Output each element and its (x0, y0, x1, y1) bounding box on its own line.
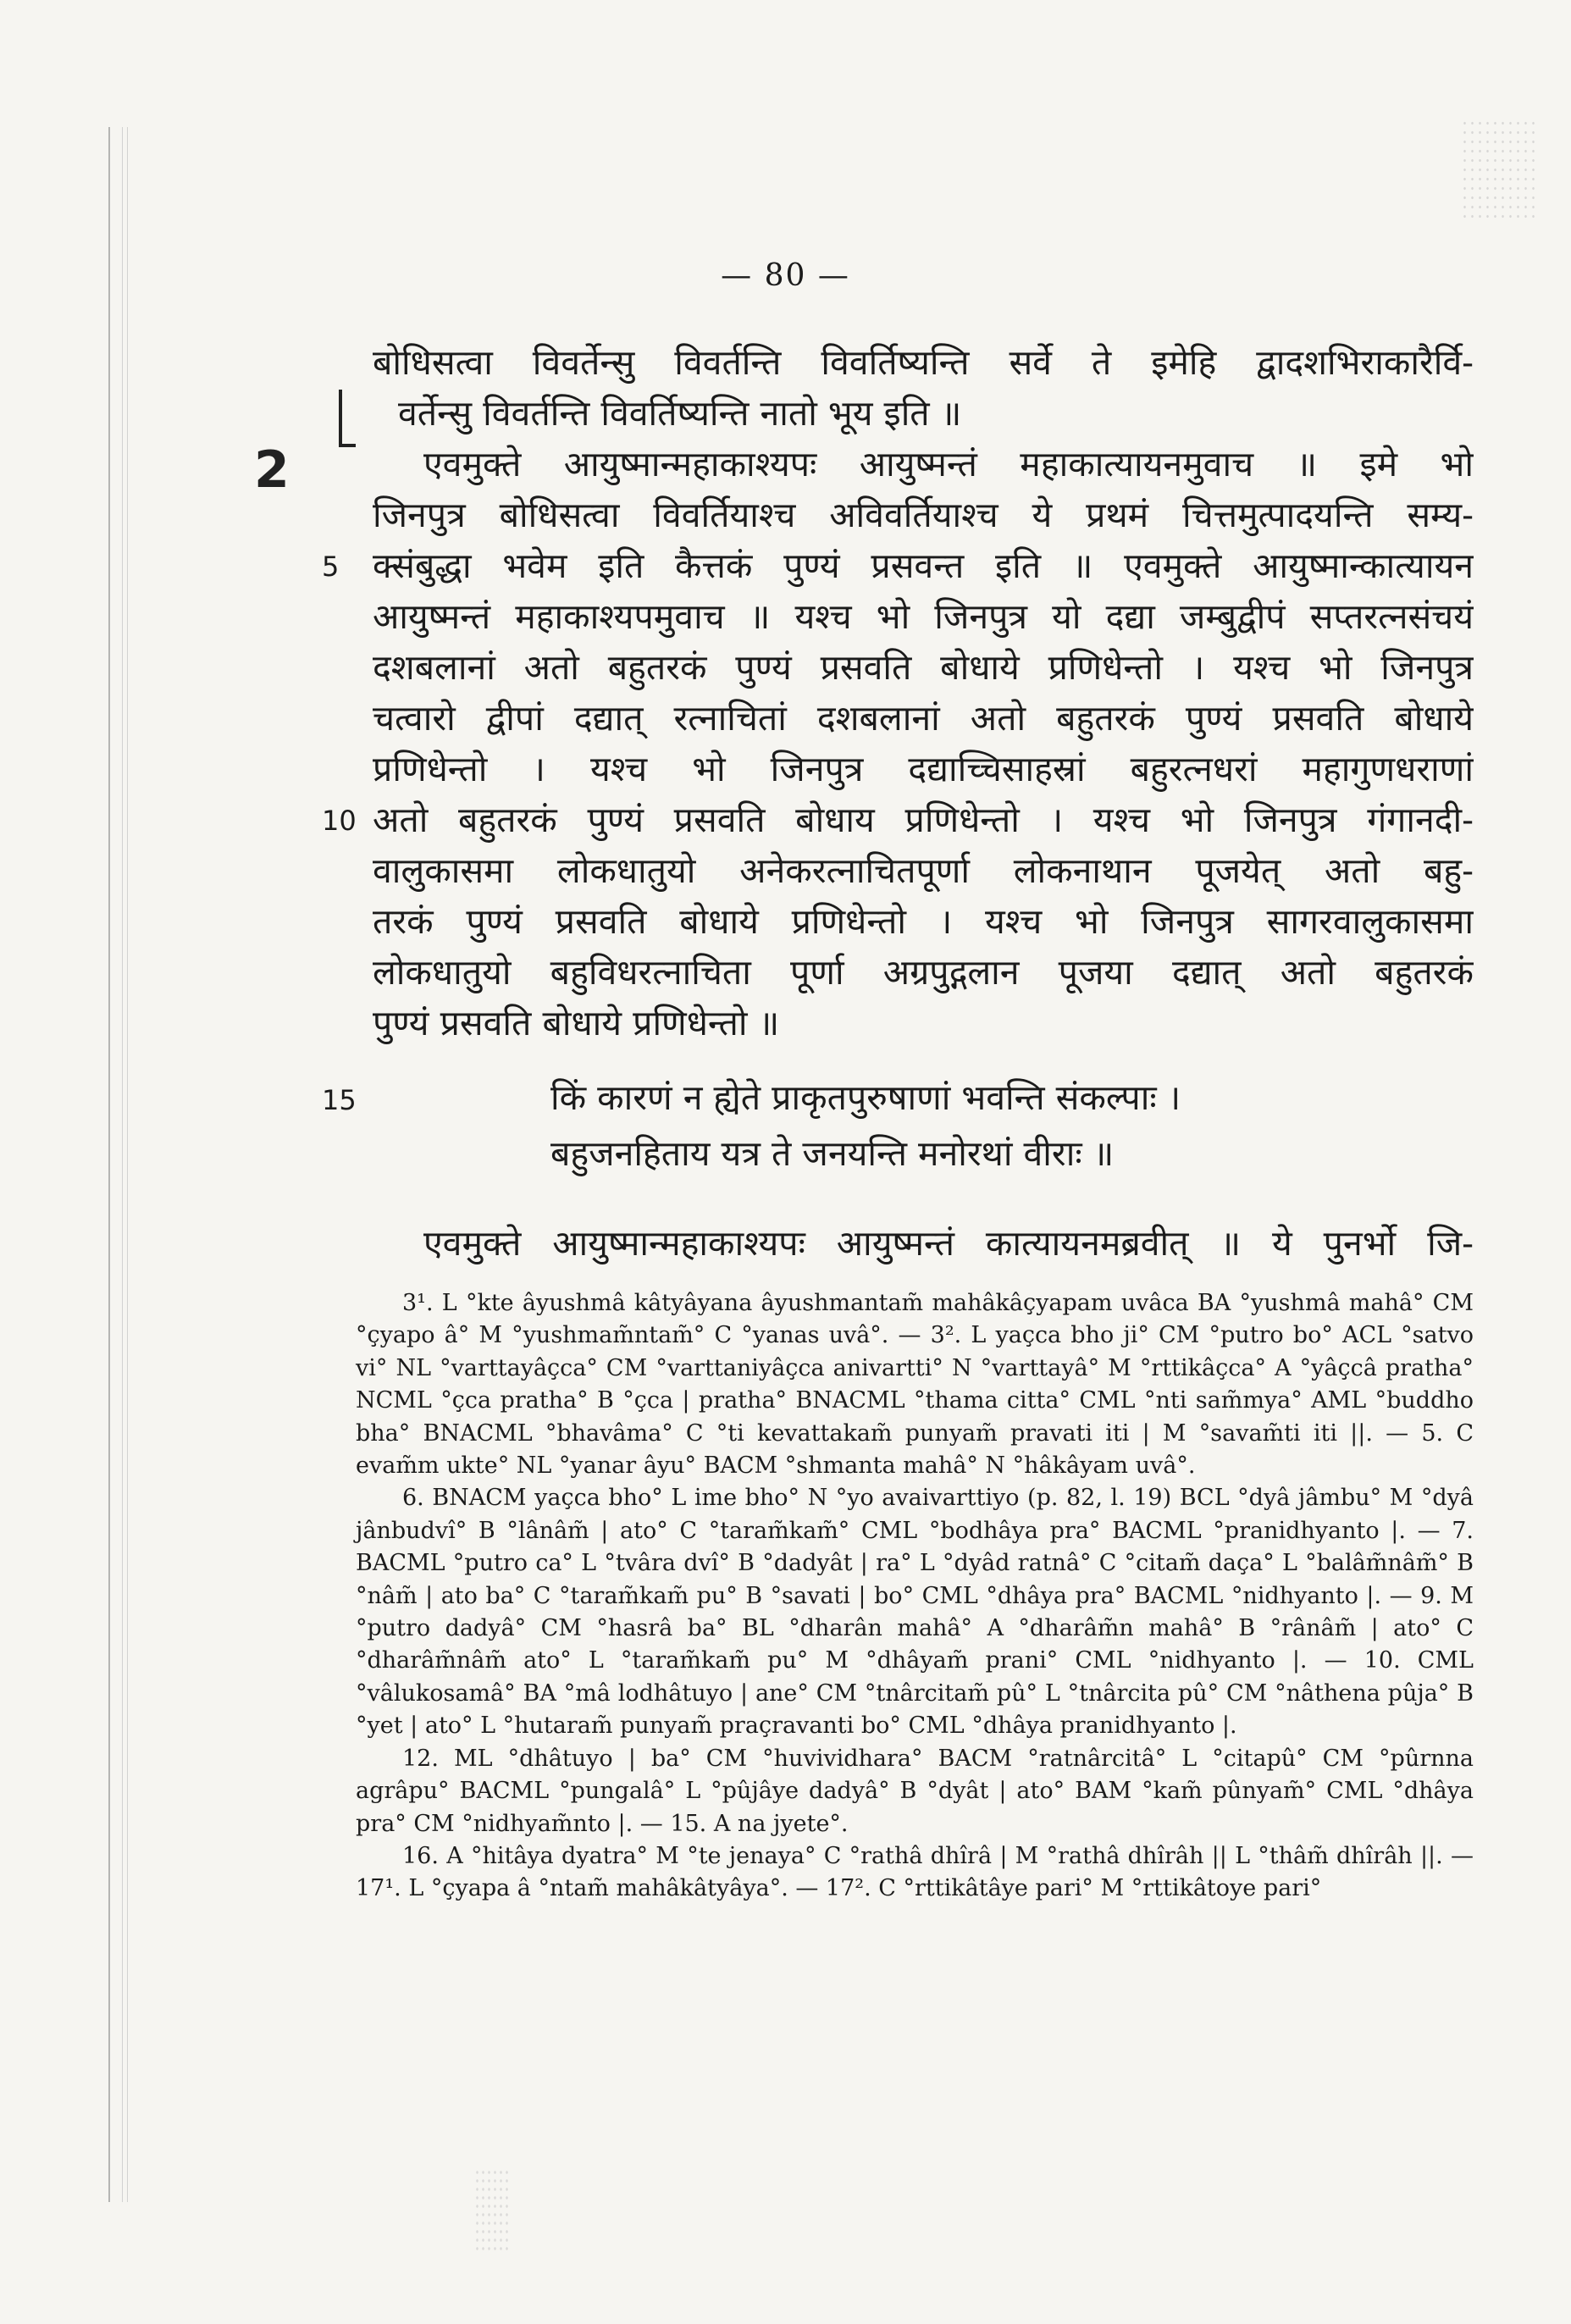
verse-line-1: किं कारणं न ह्येते प्राकृतपुरुषाणां भवन्ति संकल्पाः । (550, 1077, 1181, 1118)
note-paragraph: 3¹. L °kte âyushmâ kâtyâyana âyushmantam̃ mahâkâçyapam uvâca BA °yushmâ mahâ° CM °çyapo â° M °yushmam̃ntam̃° C °yanas uvâ°. — 3². L yaçca bho ji° CM °putro bo° ACL °satvo vi° NL °varttayâçca° CM °varttaniyâçca anivartti° N °varttayâ° M °rttikâçca° A °yâçcâ pratha° NCML °çca pratha° B °çca | pratha° BNACML °thama citta° CML °nti sam̃mya° AML °buddho bha° BNACML °bhavâma° C °ti kevattakam̃ punyam̃ pravati iti | M °savam̃ti iti ||. — 5. C evam̃m ukte° NL °yanar âyu° BACM °shmanta mahâ° N °hâkâyam uvâ°. (356, 1290, 1474, 1480)
line-number-15: 15 (322, 1084, 357, 1116)
text-line: एवमुक्ते आयुष्मान्महाकाश्यपः आयुष्मन्तं महाकात्यायनमुवाच ॥ इमे भो (423, 444, 1474, 484)
text-line: जिनपुत्र बोधिसत्वा विवर्तियाश्च अविवर्तियाश्च ये प्रथमं चित्तमुत्पादयन्ति सम्य- (373, 495, 1474, 535)
critical-apparatus (356, 1287, 1474, 1906)
text-line: बोधिसत्वा विवर्तेन्सु विवर्तन्ति विवर्तिष्यन्ति सर्वे ते इमेहि द्वादशभिराकारैर्वि- (373, 342, 1474, 383)
binding-shadow (127, 127, 128, 2202)
text-line: अतो बहुतरकं पुण्यं प्रसवति बोधाय प्रणिधेन्तो । यश्च भो जिनपुत्र गंगानदी- (373, 800, 1474, 840)
margin-bracket (339, 390, 356, 447)
verse-line-2: बहुजनहिताय यत्र ते जनयन्ति मनोरथां वीराः ॥ (550, 1133, 1115, 1174)
text-line: वर्तेन्सु विवर्तन्ति विवर्तिष्यन्ति नातो भूय इति ॥ (398, 393, 962, 434)
binding-edge (108, 127, 123, 2202)
text-line: प्रणिधेन्तो । यश्च भो जिनपुत्र दद्याच्चिसाहस्रां बहुरत्नधरां महागुणधराणां (373, 749, 1474, 789)
line-number-5: 5 (322, 551, 340, 583)
line-number-10: 10 (322, 805, 357, 837)
text-line: क्संबुद्धा भवेम इति कैत्तकं पुण्यं प्रसवन्त इति ॥ एवमुक्ते आयुष्मान्कात्यायन (373, 545, 1474, 586)
note-paragraph: 6. BNACM yaçca bho° L ime bho° N °yo avaivarttiyo (p. 82, l. 19) BCL °dyâ jâmbu° M °dyâ jânbudvî° B °lânâm̃ | ato° C °taram̃kam̃° CML °bodhâya pra° BACML °pranidhyanto |. — 7. BACML °putro ca° L °tvâra dvî° B °dadyât | ra° L °dyâd ratnâ° C °citam̃ daça° L °balâm̃nâm̃° B °nâm̃ | ato ba° C °taram̃kam̃ pu° B °savati | bo° CML °dhâya pra° BACML °nidhyanto |. — 9. M °putro dadyâ° CM °hasrâ ba° BL °dharân mahâ° A °dharâm̃n mahâ° B °rânâm̃ | ato° C °dharâm̃nâm̃ ato° L °taram̃kam̃ pu° M °dhâyam̃ prani° CML °nidhyanto |. — 10. CML °vâlukosamâ° BA °mâ lodhâtuyo | ane° CM °tnârcitam̃ pû° L °tnârcita pû° CM °nâthena pûja° B °yet | ato° L °hutaram̃ punyam̃ praçravanti bo° CML °dhâya pranidhyanto |. (356, 1485, 1474, 1740)
scan-speckle-bottom (474, 2168, 508, 2253)
scan-speckle (1461, 119, 1537, 220)
text-line: एवमुक्ते आयुष्मान्महाकाश्यपः आयुष्मन्तं कात्यायनमब्रवीत् ॥ ये पुनर्भो जि- (423, 1223, 1474, 1264)
margin-annotation: 2 (254, 440, 290, 500)
note-paragraph: 12. ML °dhâtuyo | ba° CM °huvividhara° BACM °ratnârcitâ° L °citapû° CM °pûrnna agrâpu° BACML °pungalâ° L °pûjâye dadyâ° B °dyât | ato° BAM °kam̃ pûnyam̃° CML °dhâya pra° CM °nidhyam̃nto |. — 15. A na jyete°. (356, 1745, 1474, 1837)
text-line: तरकं पुण्यं प्रसवति बोधाये प्रणिधेन्तो । यश्च भो जिनपुत्र सागरवालुकासमा (373, 901, 1474, 942)
text-line: दशबलानां अतो बहुतरकं पुण्यं प्रसवति बोधाये प्रणिधेन्तो । यश्च भो जिनपुत्र (373, 647, 1474, 688)
text-line: चत्वारो द्वीपां दद्यात् रत्नाचितां दशबलानां अतो बहुतरकं पुण्यं प्रसवति बोधाये (373, 698, 1474, 739)
note-paragraph: 16. A °hitâya dyatra° M °te jenaya° C °rathâ dhîrâ | M °rathâ dhîrâh || L °thâm̃ dhîrâh ||. — 17¹. L °çyapa â °ntam̃ mahâkâtyâya°. — 17². C °rttikâtâye pari° M °rttikâtoye pari° (356, 1842, 1474, 1902)
text-line: आयुष्मन्तं महाकाश्यपमुवाच ॥ यश्च भो जिनपुत्र यो दद्या जम्बुद्वीपं सप्तरत्नसंचयं (373, 596, 1474, 637)
text-line: लोकधातुयो बहुविधरत्नाचिता पूर्णा अग्रपुद्गलान पूजया दद्यात् अतो बहुतरकं (373, 952, 1474, 993)
text-line: पुण्यं प्रसवति बोधाये प्रणिधेन्तो ॥ (373, 1003, 780, 1043)
text-line: वालुकासमा लोकधातुयो अनेकरत्नाचितपूर्णा लोकनाथान पूजयेत् अतो बहु- (373, 850, 1474, 891)
page-number: — 80 — (721, 258, 850, 293)
